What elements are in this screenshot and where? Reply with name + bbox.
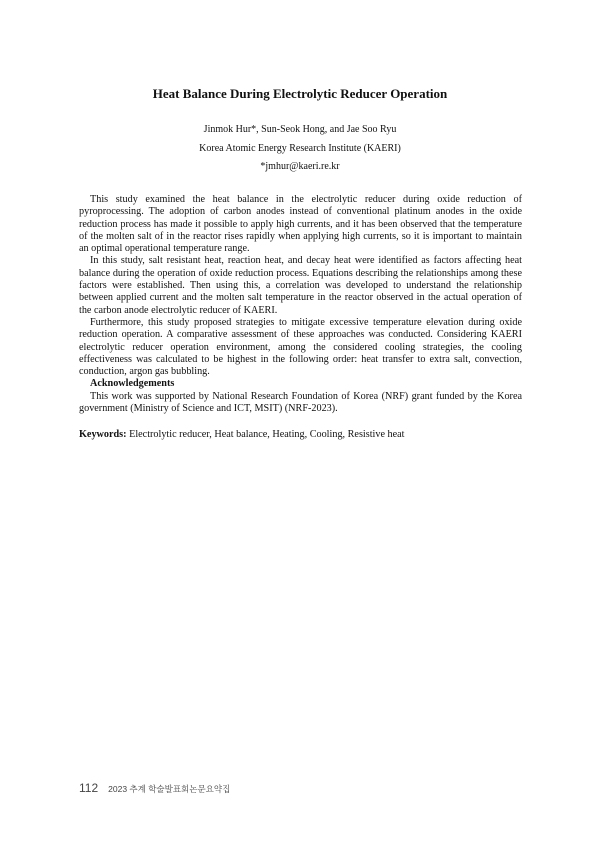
- abstract-paragraph: Furthermore, this study proposed strategies to mitigate excessive temperature elevation during oxide reduction operation. A comparative assessment of these approaches was conducted. Considering KAERI electrolytic reducer operation environment, among the considered cooling strategies, the cooling effectiveness was calculated to be highest in the following order: heat transfer to extra salt, convection, conduction, argon gas bubbling.: [79, 316, 522, 378]
- acknowledgements-text: This work was supported by National Research Foundation of Korea (NRF) grant funded by the Korea government (Ministry of Science and ICT, MSIT) (NRF-2023).: [79, 390, 522, 415]
- author-email: *jmhur@kaeri.re.kr: [260, 161, 340, 172]
- abstract-body: [79, 194, 522, 442]
- page-footer: [79, 781, 230, 795]
- abstract-paragraph: This study examined the heat balance in the electrolytic reducer during oxide reduction of pyroprocessing. The adoption of carbon anodes instead of conventional platinum anodes in the oxide reduction process has made it possible to apply high currents, and it has been observed that the temperature of the molten salt of in the reactor rises rapidly when applying high currents, so it is important to maintain an optimal operational temperature range.: [79, 194, 522, 255]
- keywords-label: Keywords:: [79, 429, 127, 441]
- paper-title: Heat Balance During Electrolytic Reducer Operation: [152, 86, 448, 101]
- author-affiliation: Korea Atomic Energy Research Institute (KAERI): [199, 143, 401, 154]
- author-list: Jinmok Hur*, Sun-Seok Hong, and Jae Soo Ryu: [203, 124, 397, 135]
- page-number: 112: [79, 781, 99, 795]
- acknowledgements-heading: Acknowledgements: [90, 378, 175, 390]
- proceedings-title: 2023 추계 학술발표회논문요약집: [108, 784, 231, 794]
- keywords-line: [79, 429, 522, 441]
- keywords-text: Electrolytic reducer, Heat balance, Heating, Cooling, Resistive heat: [129, 429, 405, 441]
- abstract-paragraph: In this study, salt resistant heat, reaction heat, and decay heat were identified as factors affecting heat balance during the operation of oxide reduction process. Equations describing the relationships among these factors were established. Then using this, a correlation was developed to understand the relationship between applied current and the molten salt temperature in the reactor observed in the actual operation of the carbon anode electrolytic reducer of KAERI.: [79, 255, 522, 316]
